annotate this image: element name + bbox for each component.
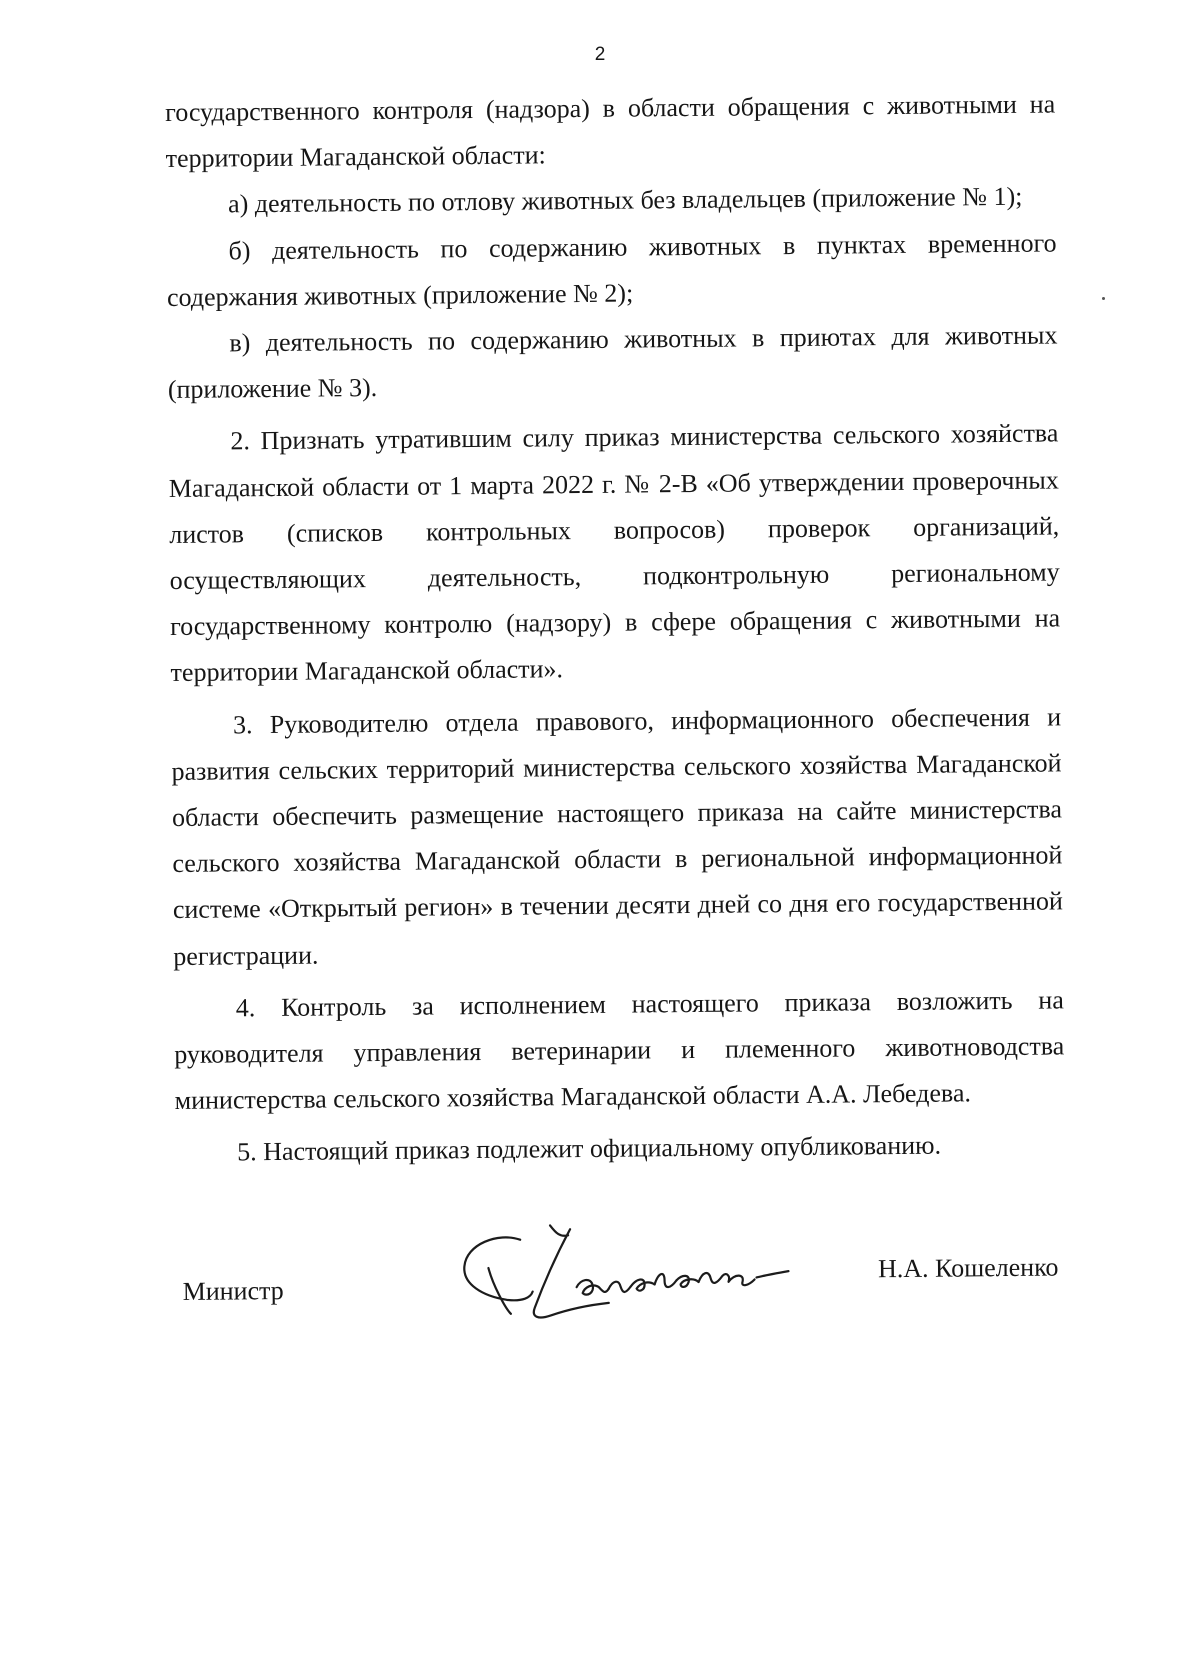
signatory-name: Н.А. Кошеленко xyxy=(877,1252,1059,1284)
clause-4: 4. Контроль за исполнением настоящего приказа возложить на руководителя управления ветеринарии и племенного животноводства министерства сельского хозяйства Магаданской области А.А. Лебедева. xyxy=(174,985,1065,1116)
signatory-role: Министр xyxy=(182,1275,284,1306)
signature-block xyxy=(178,1217,1059,1335)
handwritten-signature xyxy=(458,1219,799,1332)
page-number: 2 xyxy=(594,44,606,65)
list-item-c: в) деятельность по содержанию животных в приютах для животных (приложение № 3). xyxy=(167,320,1058,405)
scan-speck xyxy=(1102,297,1105,300)
paragraph-intro-continuation: государственного контроля (надзора) в области обращения с животными на территории Магаданской области: xyxy=(165,89,1056,174)
clause-5: 5. Настоящий приказ подлежит официальному опубликованию. xyxy=(237,1131,942,1167)
clause-2: 2. Признать утратившим силу приказ министерства сельского хозяйства Магаданской области от 1 марта 2022 г. № 2-В «Об утверждении проверочных листов (списков контрольных вопросов) проверок организаций, осуществляющих деятельность, подконтрольную региональному государственному контролю (надзору) в сфере обращения с животными на территории Магаданской области». xyxy=(168,418,1061,688)
clause-3: 3. Руководителю отдела правового, информационного обеспечения и развития сельских территорий министерства сельского хозяйства Магаданской области обеспечить размещение настоящего приказа на сайте министерства сельского хозяйства Магаданской области в региональной информационной системе «Открытый регион» в течении десяти дней со дня его государственной регистрации. xyxy=(171,702,1063,971)
list-item-b: б) деятельность по содержанию животных в пунктах временного содержания животных (приложение № 2); xyxy=(166,228,1057,312)
list-item-a: а) деятельность по отлову животных без владельцев (приложение № 1); xyxy=(227,182,1023,219)
document-body xyxy=(165,81,1065,1176)
